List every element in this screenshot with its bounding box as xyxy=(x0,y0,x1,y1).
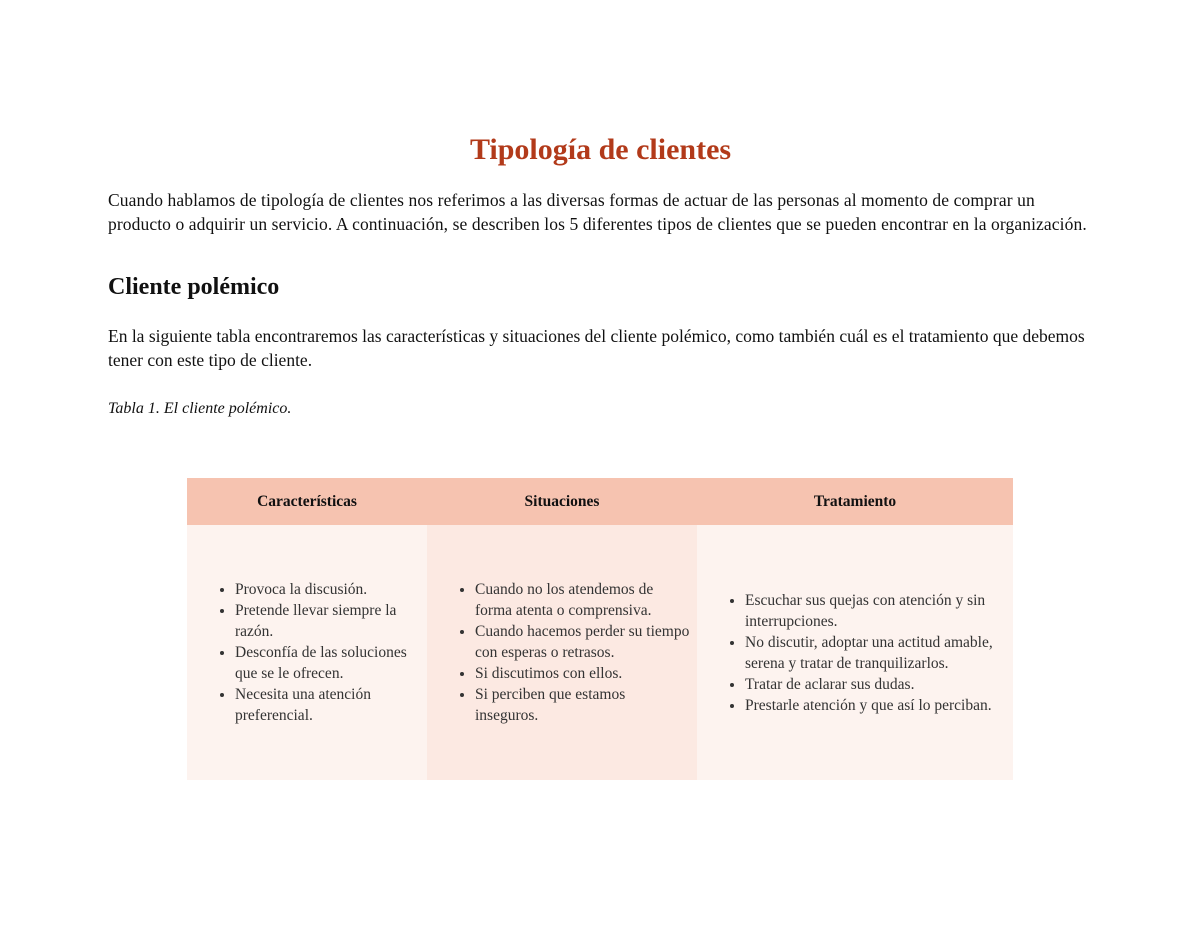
table-row xyxy=(187,525,1013,780)
table-caption: Tabla 1. El cliente polémico. xyxy=(108,400,292,417)
document-title: Tipología de clientes xyxy=(469,133,732,166)
header-situaciones: Situaciones xyxy=(427,478,697,525)
list-item: • Cuando no los atendemos de forma atenta o comprensiva. xyxy=(475,579,691,621)
document-page xyxy=(108,130,1093,419)
list-item: • No discutir, adoptar una actitud amable, serena y tratar de tranquilizarlos. xyxy=(745,632,1007,674)
list-item: • Cuando hacemos perder su tiempo con esperas o retrasos. xyxy=(475,621,691,663)
section-heading: Cliente polémico xyxy=(108,274,280,300)
cell-situaciones xyxy=(427,525,697,780)
cell-tratamiento xyxy=(697,525,1013,780)
list-item: • Escuchar sus quejas con atención y sin interrupciones. xyxy=(745,590,1007,632)
list-item: • Tratar de aclarar sus dudas. xyxy=(745,674,1007,695)
list-item: • Pretende llevar siempre la razón. xyxy=(235,600,421,642)
section-paragraph: En la siguiente tabla encontraremos las características y situaciones del cliente polémico, como también cuál es el tratamiento que debemos tener con este tipo de cliente. xyxy=(108,326,1085,370)
caracteristicas-list xyxy=(209,579,421,726)
list-item: • Si discutimos con ellos. xyxy=(475,663,691,684)
header-tratamiento: Tratamiento xyxy=(697,478,1013,525)
cell-caracteristicas xyxy=(187,525,427,780)
list-item: • Desconfía de las soluciones que se le ofrecen. xyxy=(235,642,421,684)
header-caracteristicas: Características xyxy=(187,478,427,525)
intro-paragraph: Cuando hablamos de tipología de clientes nos referimos a las diversas formas de actuar de las personas al momento de comprar un producto o adquirir un servicio. A continuación, se describen los 5 diferentes tipos de clientes que se pueden encontrar en la organización. xyxy=(108,190,1087,234)
list-item: • Prestarle atención y que así lo perciban. xyxy=(745,695,1007,716)
situaciones-list xyxy=(449,579,691,726)
list-item: • Provoca la discusión. xyxy=(235,579,421,600)
table-container xyxy=(187,478,1013,780)
list-item: • Necesita una atención preferencial. xyxy=(235,684,421,726)
table-header-row xyxy=(187,478,1013,525)
list-item: • Si perciben que estamos inseguros. xyxy=(475,684,691,726)
tratamiento-list xyxy=(719,590,1007,716)
client-table xyxy=(187,478,1013,780)
